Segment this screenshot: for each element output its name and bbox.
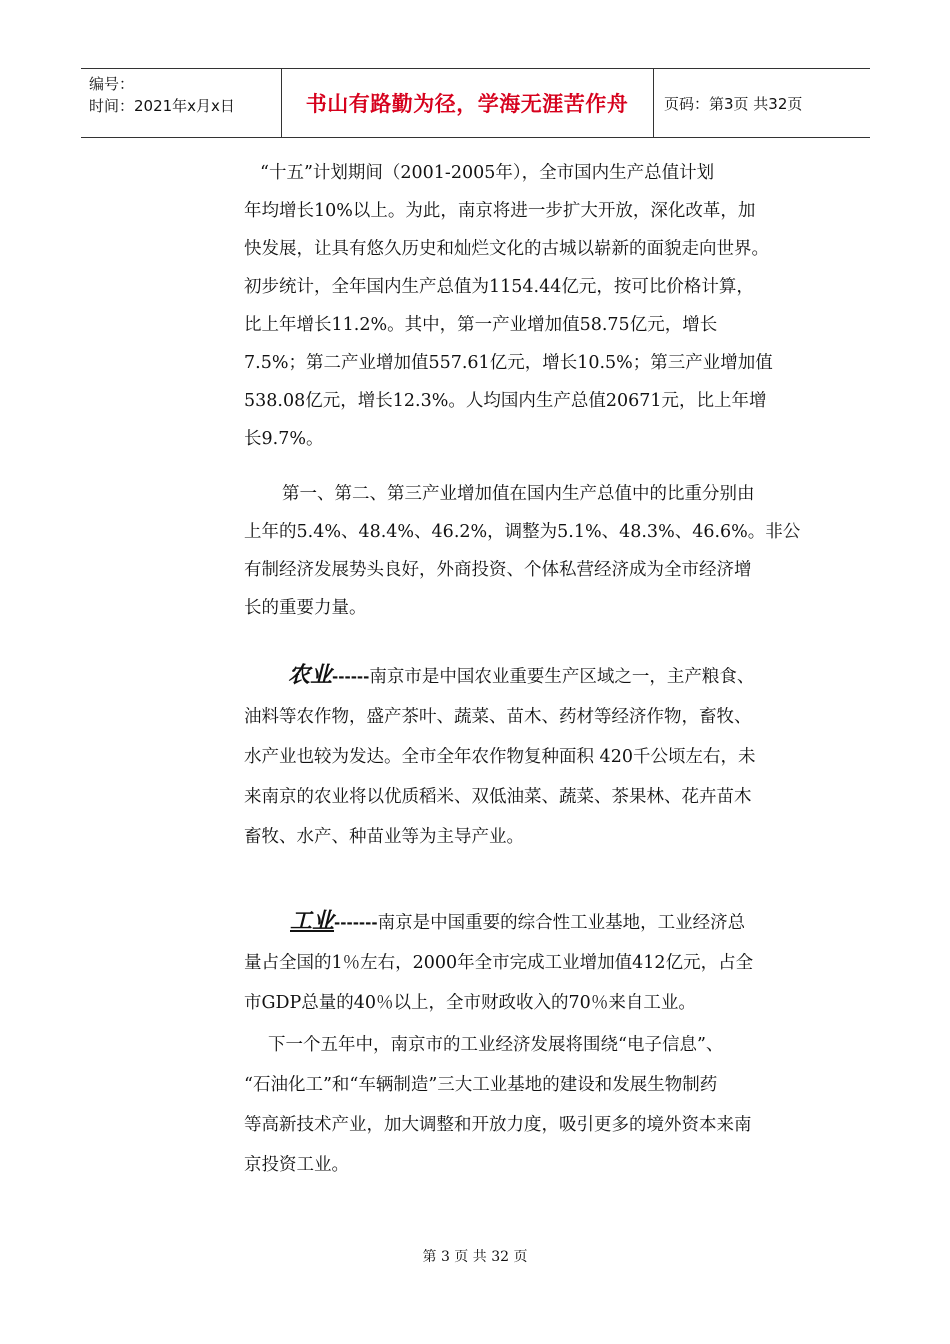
header-table: [81, 68, 870, 138]
motto: 书山有路勤为径，学海无涯苦作舟: [305, 92, 629, 116]
section-industry: [244, 902, 804, 1023]
industry-first-line: 南京是中国重要的综合性工业基地，工业经济总: [377, 913, 746, 933]
text-line: 第一、第二、第三产业增加值在国内生产总值中的比重分别由: [282, 484, 755, 504]
page-label: 页码：第3页 共32页: [664, 94, 803, 113]
text-line: 年均增长10%以上。为此，南京将进一步扩大开放，深化改革，加: [244, 201, 756, 221]
text-line: [244, 902, 804, 943]
text-line: “石油化工”和“车辆制造”三大工业基地的建设和发展生物制药: [244, 1075, 718, 1095]
text-line: 上年的5.4%、48.4%、46.2%，调整为5.1%、48.3%、46.6%。非公: [244, 522, 801, 542]
industry-heading: 工业: [290, 909, 335, 934]
text-line: 下一个五年中，南京市的工业经济发展将围绕“电子信息”、: [268, 1035, 724, 1055]
header-meta: [81, 69, 282, 137]
paragraph-five-year: [244, 1025, 804, 1185]
text-line: 油料等农作物，盛产茶叶、蔬菜、苗木、药材等经济作物，畜牧、: [244, 707, 752, 727]
text-line: 比上年增长11.2%。其中，第一产业增加值58.75亿元，增长: [244, 315, 718, 335]
text-line: 快发展，让具有悠久历史和灿烂文化的古城以崭新的面貌走向世界。: [244, 239, 769, 259]
text-line: [244, 656, 804, 697]
text-line: 有制经济发展势头良好，外商投资、个体私营经济成为全市经济增: [244, 560, 752, 580]
text-line: 畜牧、水产、种苗业等为主导产业。: [244, 827, 524, 847]
paragraph-gdp: [244, 154, 804, 458]
text-line: 水产业也较为发达。全市全年农作物复种面积 420千公顷左右，未: [244, 747, 756, 767]
text-line: 京投资工业。: [244, 1155, 349, 1175]
header-motto-cell: [281, 69, 654, 137]
text-line: 538.08亿元，增长12.3%。人均国内生产总值20671元，比上年增: [244, 391, 767, 411]
heading-dashes: ------: [332, 668, 370, 686]
time-label: 时间：2021年x月x日: [89, 97, 235, 115]
text-line: 初步统计，全年国内生产总值为1154.44亿元，按可比价格计算，: [244, 277, 754, 297]
agriculture-first-line: 南京市是中国农业重要生产区域之一，主产粮食、: [369, 667, 755, 687]
text-line: 长的重要力量。: [244, 598, 367, 618]
text-line: 市GDP总量的40％以上，全市财政收入的70％来自工业。: [244, 993, 696, 1013]
section-agriculture: [244, 656, 804, 857]
text-line: 量占全国的1％左右，2000年全市完成工业增加值412亿元，占全: [244, 953, 754, 973]
text-line: 来南京的农业将以优质稻米、双低油菜、蔬菜、茶果林、花卉苗木: [244, 787, 752, 807]
serial-label: 编号：: [89, 75, 135, 93]
paragraph-industry-share: [244, 475, 804, 627]
page-footer: 第 3 页 共 32 页: [422, 1249, 528, 1265]
text-line: 7.5%；第二产业增加值557.61亿元，增长10.5%；第三产业增加值: [244, 353, 773, 373]
agriculture-heading: 农业: [288, 663, 333, 688]
text-line: “十五”计划期间（2001-2005年），全市国内生产总值计划: [260, 163, 715, 183]
text-line: 长9.7%。: [244, 429, 324, 449]
header-page-cell: [654, 69, 870, 137]
heading-dashes: -------: [334, 914, 378, 932]
text-line: 等高新技术产业，加大调整和开放力度，吸引更多的境外资本来南: [244, 1115, 752, 1135]
